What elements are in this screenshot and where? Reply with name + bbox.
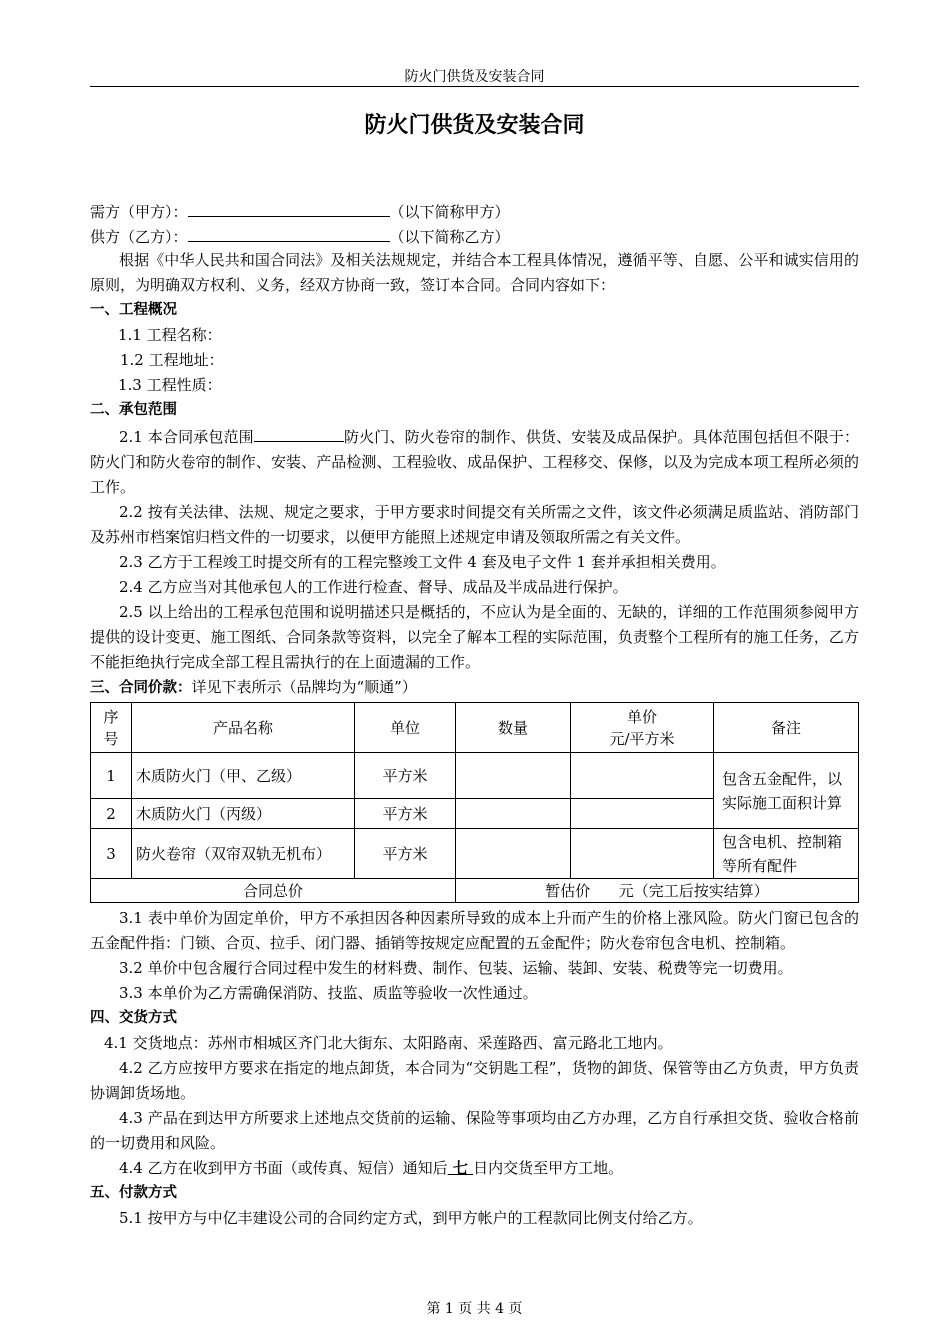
row-unit: 平方米 (355, 829, 456, 879)
project-name-item: 1.1 工程名称： (118, 326, 222, 344)
project-nature-item: 1.3 工程性质： (118, 376, 222, 394)
col-price-header: 单价 元/平方米 (571, 703, 714, 753)
project-address-item: 1.2 工程地址： (120, 351, 224, 369)
clause-3-1: 3.1 表中单价为固定单价，甲方不承担因各种因素所导致的成本上升而产生的价格上涨风险。防火门窗已包含的五金配件指：门锁、合页、拉手、闭门器、插销等按规定应配置的五金配件；防火卷帘包含电机、控制箱。 (90, 909, 859, 952)
clause-2-2: 2.2 按有关法律、法规、规定之要求，于甲方要求时间提交有关所需之文件，该文件必须满足质监站、消防部门及苏州市档案馆归档文件的一切要求，以便甲方能照上述规定申请及领取所需之有关文件。 (90, 503, 859, 546)
section-1-heading: 一、工程概况 (90, 302, 177, 318)
total-label: 合同总价 (91, 879, 456, 903)
supplier-suffix: （以下简称乙方） (389, 228, 510, 246)
clause-4-4 (90, 1156, 859, 1181)
buyer-blank (188, 198, 390, 217)
total-value: 暂估价 元（完工后按实结算） (456, 879, 859, 903)
row-name: 木质防火门（甲、乙级） (132, 753, 355, 799)
clause-4-1: 4.1 交货地点：苏州市相城区齐门北大街东、太阳路南、采莲路西、富元路北工地内。 (104, 1034, 673, 1052)
delivery-days: 七 (447, 1159, 474, 1177)
clause-2-4: 2.4 乙方应当对其他承包人的工作进行检查、督导、成品及半成品进行保护。 (119, 578, 628, 596)
col-remark-header: 备注 (714, 703, 859, 753)
clause-2-3: 2.3 乙方于工程竣工时提交所有的工程完整竣工文件 4 套及电子文件 1 套并承担相关费用。 (119, 553, 726, 571)
table-total-row (91, 879, 859, 903)
col-qty-header: 数量 (456, 703, 571, 753)
clause-4-4-prefix: 4.4 乙方在收到甲方书面（或传真、短信）通知后 (119, 1159, 448, 1177)
preamble: 根据《中华人民共和国合同法》及相关法规规定，并结合本工程具体情况，遵循平等、自愿、公平和诚实信用的原则，为明确双方权利、义务，经双方协商一致，签订本合同。合同内容如下： (90, 251, 859, 294)
clause-2-1-prefix: 2.1 本合同承包范围 (119, 428, 254, 446)
row-unit: 平方米 (355, 799, 456, 829)
header-rule (90, 86, 859, 87)
section-3-note: 详见下表所示（品牌均为“顺通”） (191, 678, 417, 696)
clause-4-4-suffix: 日内交货至甲方工地。 (473, 1159, 624, 1177)
price-table (90, 702, 859, 903)
row-price (571, 753, 714, 799)
row-qty (456, 829, 571, 879)
clause-2-1-rest: 防火门、防火卷帘的制作、供货、安装及成品保护。具体范围包括但不限于：防火门和防火卷帘的制作、安装、产品检测、工程验收、成品保护、工程移交、保修，以及为完成本项工程所必须的工作。 (90, 428, 859, 496)
section-3-heading-line (90, 675, 859, 700)
section-4-heading: 四、交货方式 (90, 1010, 177, 1026)
row-qty (456, 753, 571, 799)
document-body (90, 198, 859, 1231)
clause-2-5: 2.5 以上给出的工程承包范围和说明描述只是概括的，不应认为是全面的、无缺的，详细的工作范围须参阅甲方提供的设计变更、施工图纸、合同条款等资料，以完全了解本工程的实际范围，负责整个工程所有的施工任务，乙方不能拒绝执行完成全部工程且需执行的在上面遗漏的工作。 (90, 603, 859, 671)
section-2-heading: 二、承包范围 (90, 402, 177, 418)
supplier-label: 供方（乙方）： (90, 228, 188, 246)
remark-shutter: 包含电机、控制箱等所有配件 (714, 829, 859, 879)
row-name: 防火卷帘（双帘双轨无机布） (132, 829, 355, 879)
buyer-suffix: （以下简称甲方） (389, 203, 510, 221)
section-3-heading: 三、合同价款： (90, 680, 192, 696)
row-price (571, 799, 714, 829)
page-footer: 第 1 页 共 4 页 (426, 1301, 523, 1317)
row-qty (456, 799, 571, 829)
table-row (91, 829, 859, 879)
supplier-line (90, 223, 859, 248)
supplier-blank (188, 223, 390, 242)
col-seq-header: 序 号 (91, 703, 132, 753)
col-unit-header: 单位 (355, 703, 456, 753)
row-unit: 平方米 (355, 753, 456, 799)
col-name-header: 产品名称 (132, 703, 355, 753)
remark-doors: 包含五金配件，以实际施工面积计算 (714, 753, 859, 829)
buyer-label: 需方（甲方）： (90, 203, 188, 221)
row-name: 木质防火门（丙级） (132, 799, 355, 829)
table-header-row (91, 703, 859, 753)
scope-blank (254, 423, 344, 442)
clause-5-1: 5.1 按甲方与中亿丰建设公司的合同约定方式，到甲方帐户的工程款同比例支付给乙方。 (119, 1209, 703, 1227)
row-no: 3 (91, 829, 132, 879)
row-price (571, 829, 714, 879)
table-row (91, 753, 859, 799)
section-5-heading: 五、付款方式 (90, 1185, 177, 1201)
document-title: 防火门供货及安装合同 (364, 113, 585, 138)
row-no: 2 (91, 799, 132, 829)
clause-2-1 (90, 423, 859, 500)
row-no: 1 (91, 753, 132, 799)
clause-3-2: 3.2 单价中包含履行合同过程中发生的材料费、制作、包装、运输、装卸、安装、税费等完一切费用。 (119, 959, 793, 977)
running-header: 防火门供货及安装合同 (404, 69, 545, 85)
clause-4-3: 4.3 产品在到达甲方所要求上述地点交货前的运输、保险等事项均由乙方办理，乙方自行承担交货、验收合格前的一切费用和风险。 (90, 1109, 859, 1152)
clause-4-2: 4.2 乙方应按甲方要求在指定的地点卸货，本合同为“交钥匙工程”，货物的卸货、保管等由乙方负责，甲方负责协调卸货场地。 (90, 1059, 859, 1102)
buyer-line (90, 198, 859, 223)
clause-3-3: 3.3 本单价为乙方需确保消防、技监、质监等验收一次性通过。 (119, 984, 538, 1002)
